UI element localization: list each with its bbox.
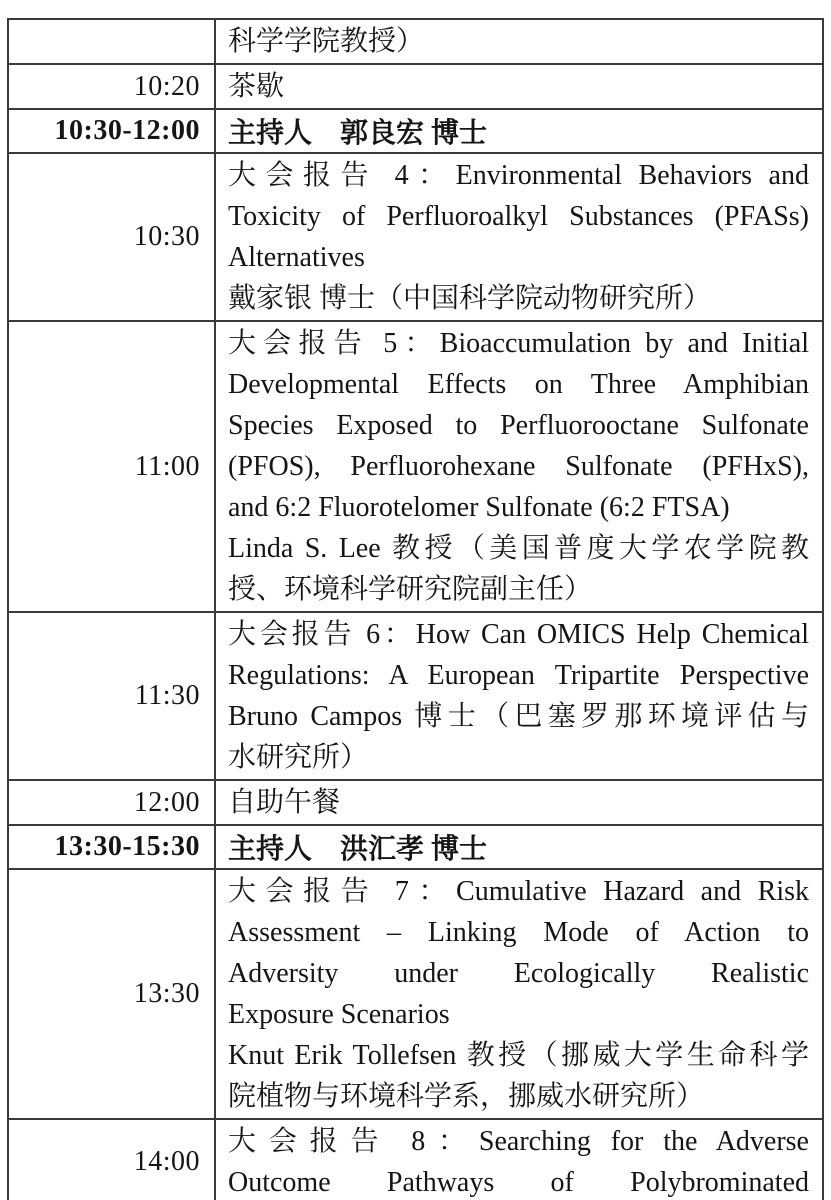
content-cell: [215, 869, 823, 1119]
content-cell: [215, 64, 823, 109]
content-line: Adversity under Ecologically Realistic: [228, 958, 809, 989]
table-row: [8, 153, 823, 321]
schedule-table: [7, 18, 824, 1200]
content-line: Outcome Pathways of Polybrominated: [228, 1167, 809, 1198]
content-line: Assessment – Linking Mode of Action to: [228, 917, 809, 948]
session-chair-label: 主持人: [228, 118, 313, 149]
time-label: 11:30: [134, 680, 200, 711]
content-line: (PFOS), Perfluorohexane Sulfonate (PFHxS),: [228, 451, 809, 482]
time-cell: [8, 1119, 215, 1200]
content-cell: [215, 153, 823, 321]
content-line: 授、环境科学研究院副主任）: [228, 574, 593, 605]
time-cell: [8, 869, 215, 1119]
time-cell: [8, 825, 215, 869]
time-cell: [8, 109, 215, 153]
content-line: Exposure Scenarios: [228, 999, 450, 1030]
session-chair-name: 洪汇孝 博士: [340, 834, 488, 865]
table-row: [8, 19, 823, 64]
content-cell: [215, 612, 823, 780]
time-label: 12:00: [133, 786, 200, 818]
content-cell: [215, 19, 823, 64]
content-line: and 6:2 Fluorotelomer Sulfonate (6:2 FTSA): [228, 492, 730, 523]
table-row: [8, 1119, 823, 1200]
content-line: 戴家银 博士（中国科学院动物研究所）: [228, 283, 712, 314]
content-cell: [215, 321, 823, 612]
content-cell: [215, 1119, 823, 1200]
table-row: [8, 612, 823, 780]
table-row: [8, 64, 823, 109]
content-line: 大会报告 6：How Can OMICS Help Chemical: [228, 619, 809, 650]
time-label: 10:30-12:00: [54, 115, 200, 146]
content-line: Species Exposed to Perfluorooctane Sulfonate: [228, 410, 809, 441]
time-label: 14:00: [133, 1146, 200, 1177]
time-cell: [8, 780, 215, 825]
session-chair-name: 郭良宏 博士: [340, 118, 488, 149]
content-line: 大会报告 8：Searching for the Adverse: [228, 1126, 809, 1157]
time-label: 10:30: [133, 221, 200, 252]
content-line: Toxicity of Perfluoroalkyl Substances (PFASs): [228, 201, 809, 232]
session-chair-label: 主持人: [228, 834, 313, 865]
content-line: 科学学院教授）: [228, 26, 425, 57]
content-line: 自助午餐: [228, 787, 341, 818]
time-label: 13:30: [133, 978, 200, 1009]
content-line: Bruno Campos 博士（巴塞罗那环境评估与: [228, 701, 809, 732]
content-line: 大会报告 7：Cumulative Hazard and Risk: [228, 876, 809, 907]
content-line: Alternatives: [228, 242, 365, 273]
time-cell: [8, 153, 215, 321]
content-line: Linda S. Lee 教授（美国普度大学农学院教: [228, 533, 809, 564]
table-row: [8, 780, 823, 825]
table-row: [8, 109, 823, 153]
time-cell: [8, 612, 215, 780]
content-line: 茶歇: [228, 71, 285, 102]
content-line: 大会报告 4：Environmental Behaviors and: [228, 160, 809, 191]
time-label: 13:30-15:30: [54, 831, 200, 862]
content-cell: [215, 825, 823, 869]
content-line: Regulations: A European Tripartite Perspective: [228, 660, 809, 691]
content-line: 大会报告 5：Bioaccumulation by and Initial: [228, 328, 809, 359]
content-line: 院植物与环境科学系，挪威水研究所）: [228, 1081, 705, 1112]
content-line: Knut Erik Tollefsen 教授（挪威大学生命科学: [228, 1040, 809, 1071]
time-cell: [8, 321, 215, 612]
content-cell: [215, 780, 823, 825]
time-label: 10:20: [133, 70, 200, 102]
content-line: Developmental Effects on Three Amphibian: [228, 369, 809, 400]
table-row: [8, 825, 823, 869]
table-row: [8, 869, 823, 1119]
content-cell: [215, 109, 823, 153]
time-cell: [8, 19, 215, 64]
schedule-table-body: [8, 19, 823, 1200]
time-cell: [8, 64, 215, 109]
table-row: [8, 321, 823, 612]
time-label: 11:00: [134, 450, 200, 482]
content-line: 水研究所）: [228, 742, 369, 773]
